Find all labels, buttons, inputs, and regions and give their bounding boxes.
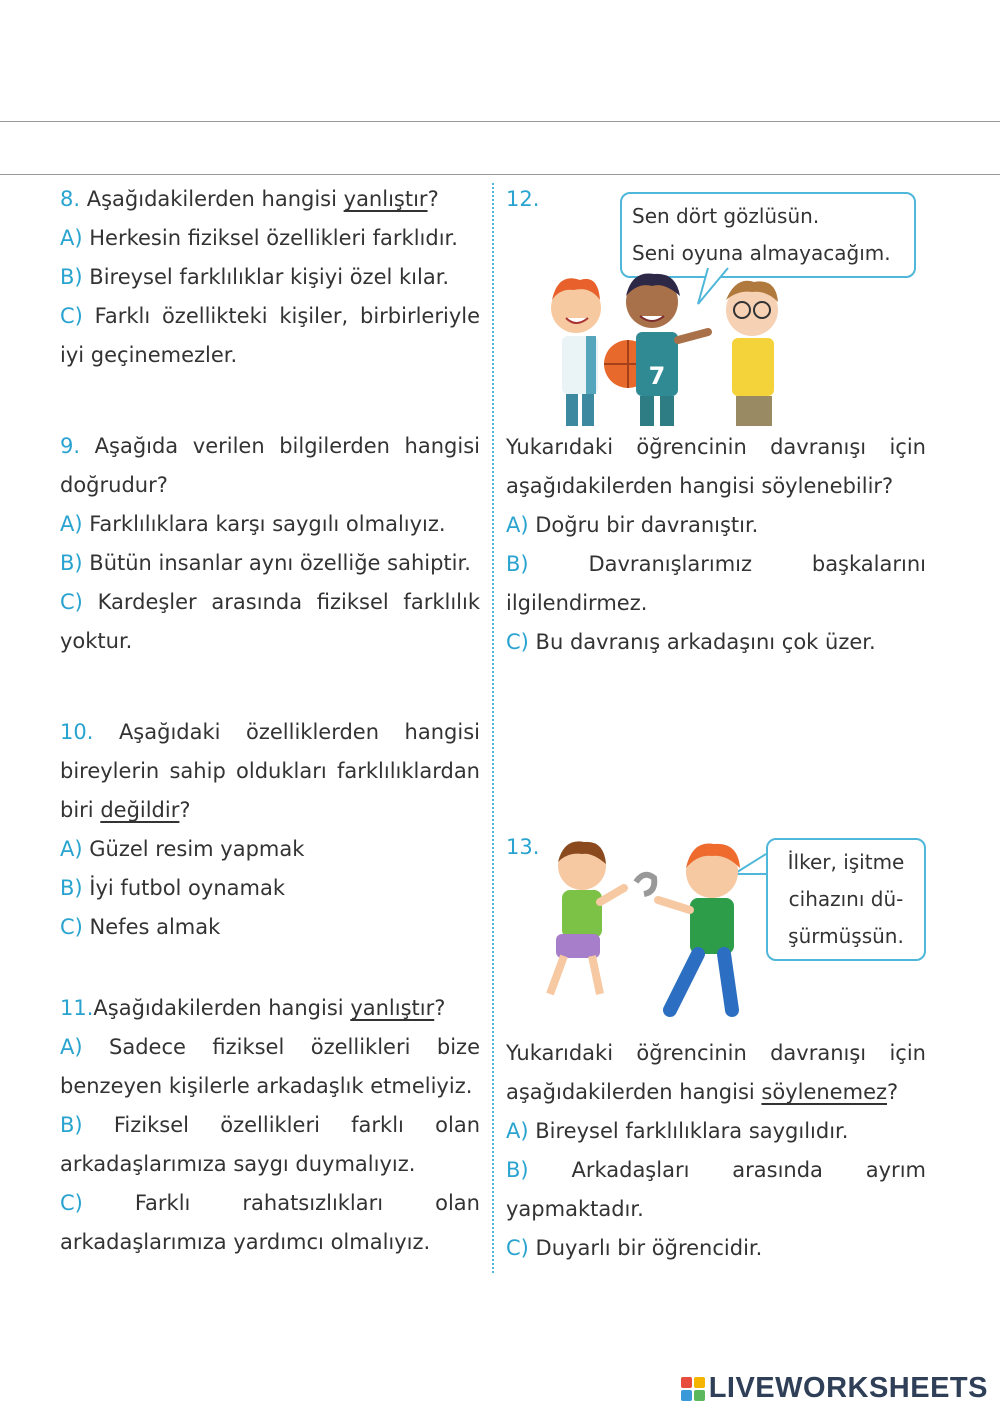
speech-bubble-q13: İlker, işitme cihazını dü- şürmüşsün. [766, 838, 926, 961]
child-left [551, 278, 601, 426]
logo-icon [681, 1377, 705, 1401]
speech-bubble-q12: Sen dört gözlüsün. Seni oyuna almayacağım. [620, 192, 916, 278]
option-b[interactable]: B) Bireysel farklılıklar kişiyi özel kılar. [60, 265, 450, 289]
question-10 [60, 713, 480, 947]
option-c[interactable]: C) Farklı rahatsızlıkları olan arkadaşlarımıza yardımcı olmalıyız. [60, 1191, 480, 1254]
bubble-tail [698, 268, 728, 304]
question-12-body [506, 428, 926, 662]
question-number: 8. [60, 187, 81, 211]
question-8-stem: 8. Aşağıdakilerden hangisi yanlıştır? [60, 187, 439, 211]
question-number: 12. [506, 187, 540, 211]
question-13-stem: Yukarıdaki öğrencinin davranışı için aşağıdakilerden hangisi söylenemez? [506, 1041, 926, 1104]
illustration-q12-children [540, 260, 800, 426]
question-11 [60, 989, 480, 1262]
logo-text: LIVEWORKSHEETS [708, 1372, 988, 1404]
left-column [60, 180, 480, 1262]
question-9 [60, 427, 480, 661]
option-a[interactable]: A) Doğru bir davranıştır. [506, 513, 759, 537]
question-number: 10. [60, 720, 94, 744]
child-middle [626, 273, 708, 426]
option-b[interactable]: B) Bütün insanlar aynı özelliğe sahiptir. [60, 551, 471, 575]
option-a[interactable]: A) Güzel resim yapmak [60, 837, 305, 861]
option-b[interactable]: B) Fiziksel özellikleri farklı olan arkadaşlarımıza saygı duymalıyız. [60, 1113, 480, 1176]
question-number: 9. [60, 434, 81, 458]
column-divider [492, 183, 494, 1273]
question-8 [60, 180, 480, 375]
option-a[interactable]: A) Herkesin fiziksel özellikleri farklıdır. [60, 226, 458, 250]
question-10-stem: 10. Aşağıdaki özelliklerden hangisi bireylerin sahip oldukları farklılıklardan biri değildir? [60, 720, 480, 822]
emphasis-word: söylenemez [761, 1080, 888, 1104]
option-b[interactable]: B) İyi futbol oynamak [60, 876, 285, 900]
option-c[interactable]: C) Bu davranış arkadaşını çok üzer. [506, 630, 876, 654]
hearing-aid-icon [636, 875, 654, 894]
option-c[interactable]: C) Duyarlı bir öğrencidir. [506, 1236, 763, 1260]
option-c[interactable]: C) Farklı özellikteki kişiler, birbirleriyle iyi geçinemezler. [60, 304, 480, 367]
question-number: 13. [506, 835, 540, 859]
question-9-stem: 9. Aşağıda verilen bilgilerden hangisi doğrudur? [60, 434, 480, 497]
question-12-stem: Yukarıdaki öğrencinin davranışı için aşağıdakilerden hangisi söylenebilir? [506, 435, 926, 498]
emphasis-word: yanlıştır [350, 996, 435, 1020]
question-12-number-wrap [506, 180, 539, 219]
question-11-stem: 11.Aşağıdakilerden hangisi yanlıştır? [60, 996, 446, 1020]
child-right-glasses [726, 281, 778, 426]
emphasis-word: yanlıştır [343, 187, 428, 211]
option-a[interactable]: A) Bireysel farklılıklara saygılıdır. [506, 1119, 849, 1143]
question-13-body [506, 1034, 926, 1268]
option-b[interactable]: B) Arkadaşları arasında ayrım yapmaktadır. [506, 1158, 926, 1221]
option-c[interactable]: C) Nefes almak [60, 915, 221, 939]
header-rule-bottom [0, 174, 1000, 175]
option-c[interactable]: C) Kardeşler arasında fiziksel farklılık yoktur. [60, 590, 480, 653]
question-number: 11. [60, 996, 94, 1020]
liveworksheets-logo[interactable] [681, 1372, 988, 1405]
child-left [550, 841, 624, 994]
option-a[interactable]: A) Farklılıklara karşı saygılı olmalıyız. [60, 512, 446, 536]
emphasis-word: değildir [100, 798, 180, 822]
option-b[interactable]: B) Davranışlarımız başkalarını ilgilendirmez. [506, 552, 926, 615]
jersey-number: 7 [648, 362, 666, 390]
illustration-q13-children [540, 834, 772, 1024]
header-rule-top [0, 121, 1000, 122]
question-13-number-wrap [506, 828, 539, 867]
option-a[interactable]: A) Sadece fiziksel özellikleri bize benzeyen kişilerle arkadaşlık etmeliyiz. [60, 1035, 480, 1098]
child-right [658, 844, 740, 1011]
